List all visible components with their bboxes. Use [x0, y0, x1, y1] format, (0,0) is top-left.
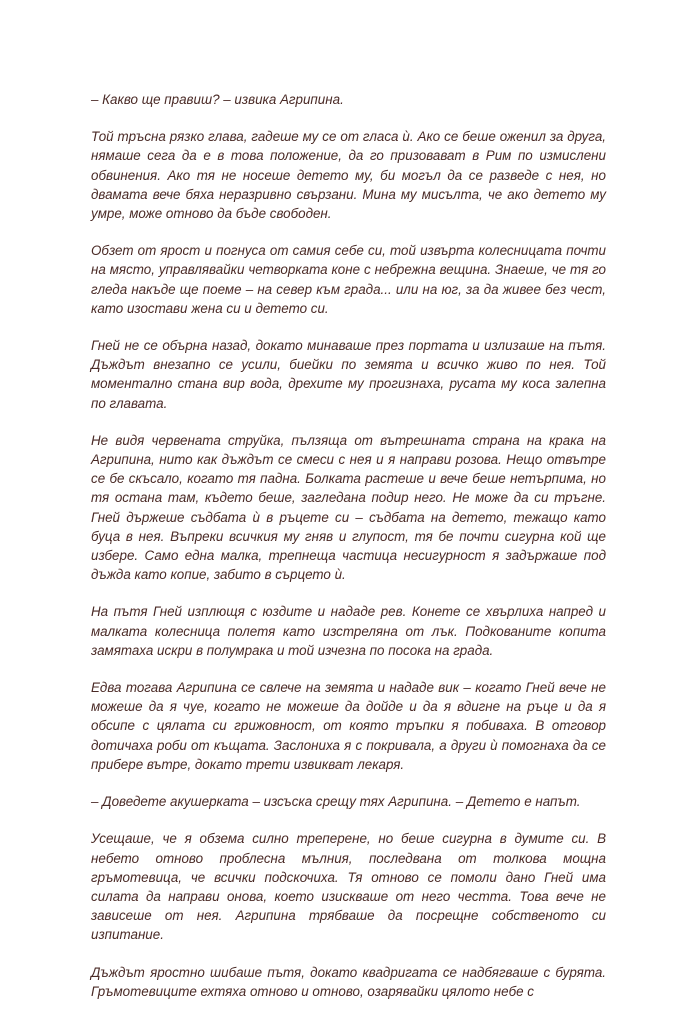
paragraph: – Доведете акушерката – изсъска срещу тях Агрипина. – Детето е напът.: [91, 794, 581, 810]
paragraph: Едва тогава Агрипина се свлече на земята и нададе вик – когато Гней вече не можеше да я чуе, когато не можеше да дойде и да я вдигне на ръце и да я обсипе с цялата си грижовност, от която тръпки я побиваха. В отговор дотичаха роби от къщата. Заслониха я с покривала, а други ѝ помогнаха да се прибере вътре, докато трети извикват лекаря.: [91, 680, 606, 772]
paragraph: Дъждът яростно шибаше пътя, докато квадригата се надбягваше с бурята. Гръмотевиците ехтяха отново и отново, озарявайки цялото небе с: [91, 964, 606, 999]
paragraph: Той тръсна рязко глава, гадеше му се от гласа ѝ. Ако се беше оженил за друга, нямаше сега да е в това положение, да го призовават в Рим по измислени обвинения. Ако тя не носеше детето му, би могъл да се разведе с нея, но двамата вече бяха неразривно свързани. Мина му мисълта, че ако детето му умре, може отново да бъде свободен.: [91, 129, 606, 222]
paragraph: Гней не се обърна назад, докато минаваше през портата и излизаше на пътя. Дъждът внезапно се усили, биейки по земята и всичко живо по нея. Той моментално стана вир вода, дрехите му прогизнаха, русата му коса залепна по главата.: [91, 338, 606, 411]
paragraph: Не видя червената струйка, пълзяща от вътрешната страна на крака на Агрипина, нито как дъждът се смеси с нея и я направи розова. Нещо отвътре се бе скъсало, когато тя падна. Болката растеше и вече беше нетърпима, но тя остана там, където беше, загледана подир него. Не може да си тръгне. Гней държеше съдбата ѝ в ръцете си – съдбата на детето, тежащо като буца в нея. Въпреки всичкия му гняв и глупост, тя бе почти сигурна кой ще избере. Само една малка, трепнеща частица несигурност я задържаше под дъжда като копие, забито в сърцето ѝ.: [91, 432, 606, 583]
paragraph: На пътя Гней изплющя с юздите и нададе рев. Конете се хвърлиха напред и малката колесница полетя като изстреляна от лък. Подкованите копита замятаха искри в полумрака и той изчезна по посока на града.: [91, 604, 606, 658]
paragraph: Усещаше, че я обзема силно треперене, но беше сигурна в думите си. В небето отново проблесна мълния, последвана от толкова мощна гръмотевица, че всички подскочиха. Тя отново се помоли дано Гней има силата да направи онова, което изискваше от него честта. Това вече не зависеше от нея. Агрипина трябваше да посрещне собственото си изпитание.: [91, 831, 606, 943]
paragraph: Обзет от ярост и погнуса от самия себе си, той извърта колесницата почти на място, управлявайки четворката коне с небрежна вещина. Знаеше, че тя го гледа накъде ще поеме – на север към града... или на юг, за да живее без чест, като изостави жена си и детето си.: [91, 243, 606, 316]
paragraph: – Какво ще правиш? – извика Агрипина.: [91, 92, 344, 107]
text-body: [91, 90, 606, 1019]
